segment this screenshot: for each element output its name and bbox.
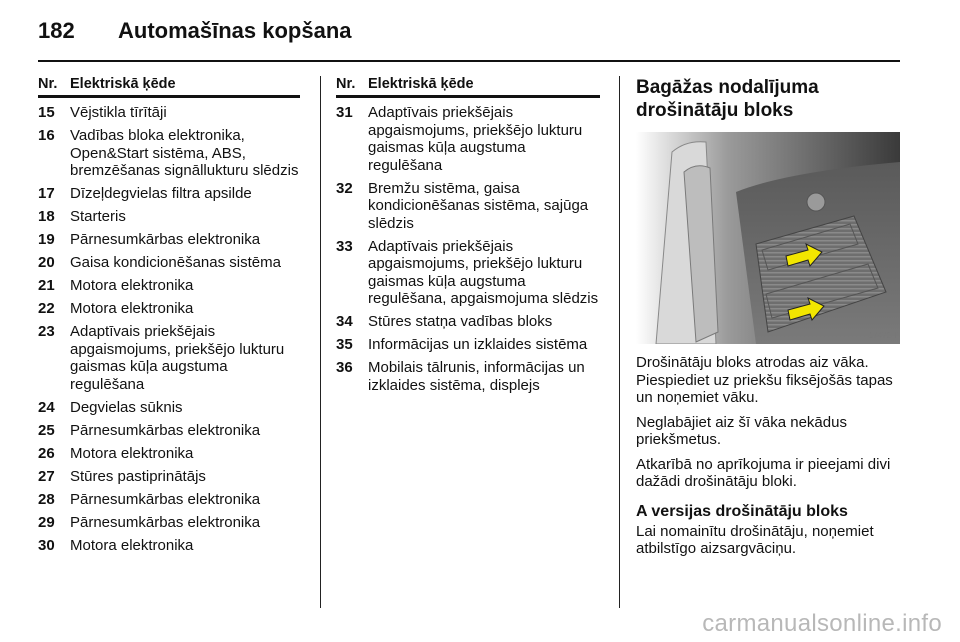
table-row [38,491,300,509]
table-row [38,277,300,295]
fuse-number: 34 [336,313,353,330]
table-row [336,180,600,233]
fuse-box-illustration [636,132,900,344]
header-nr: Nr. [38,76,58,92]
fuse-description: Degvielas sūknis [70,398,183,416]
fuse-number: 17 [38,185,55,202]
table-row [38,127,300,180]
fuse-description: Motora elektronika [70,536,194,554]
table-row [336,238,600,308]
fuse-description: Pārnesumkārbas elektronika [70,231,261,248]
fuse-description: Vējstikla tīrītāji [70,104,167,121]
fuse-box-drawing [636,132,900,344]
paragraph: Drošinātāju bloks atrodas aiz vāka. Piespiediet uz priekšu fiksējošās tapas un noņemiet vāku. [636,354,893,406]
fuse-description: Mobilais tālrunis, informācijas un izklaides sistēma, displejs [368,359,585,394]
fuse-number: 33 [336,237,353,255]
table-row [336,104,600,174]
fuse-description: Adaptīvais priekšējais apgaismojums, priekšējo lukturu gaismas kūļa augstuma regulēšana [70,323,285,393]
table-row [38,208,300,226]
fuse-description: Informācijas un izklaides sistēma [368,336,588,353]
fuse-number: 20 [38,254,55,271]
fuse-description: Motora elektronika [70,277,194,294]
table-row [38,537,300,555]
fuse-number: 35 [336,336,353,353]
section-title: Bagāžas nodalījuma drošinātāju bloks [636,77,819,121]
figure-id: 17472 T [868,331,898,340]
header-nr: Nr. [336,76,356,92]
table-row [336,359,600,394]
fuse-number: 16 [38,127,55,144]
watermark: carmanualsonline.info [702,610,942,637]
fuse-description: Pārnesumkārbas elektronika [70,490,261,508]
fuse-description: Vadības bloka elektronika, Open&Start sistēma, ABS, bremzēšanas signāllukturu slēdzis [70,127,299,179]
fuse-number: 18 [38,208,55,225]
fuse-number: 28 [38,490,55,508]
table-row [336,336,600,354]
table-row [38,514,300,532]
fuse-rows [336,104,600,394]
fuse-number: 26 [38,444,55,462]
fuse-description: Adaptīvais priekšējais apgaismojums, priekšējo lukturu gaismas kūļa augstuma regulēšana, apgaismojuma slēdzis [368,237,599,307]
paragraph: Neglabājiet aiz šī vāka nekādus priekšmetus. [636,413,847,448]
table-row [38,422,300,440]
fuse-description: Motora elektronika [70,300,194,317]
fuse-description: Motora elektronika [70,444,194,462]
table-row [38,399,300,417]
table-header [38,76,300,98]
fuse-description: Adaptīvais priekšējais apgaismojums, priekšējo lukturu gaismas kūļa augstuma regulēšana [368,104,583,174]
fuse-description: Starteris [70,208,126,225]
page-number: 182 [38,18,75,43]
header-circuit: Elektriskā ķēde [368,76,474,92]
table-row [38,254,300,272]
fuse-number: 15 [38,104,55,121]
fuse-number: 29 [38,513,55,531]
table-row [38,300,300,318]
chapter-title: Automašīnas kopšana [118,18,352,43]
fuse-number: 30 [38,536,55,554]
column-divider [619,76,620,608]
fuse-number: 24 [38,398,55,416]
fuse-number: 19 [38,231,55,248]
luggage-fuse-section [636,76,902,565]
column-divider [320,76,321,608]
table-row [336,313,600,331]
paragraph: Atkarībā no aprīkojuma ir pieejami divi dažādi drošinātāju bloki. [636,455,891,490]
fuse-description: Bremžu sistēma, gaisa kondicionēšanas sistēma, sajūga slēdzis [368,179,589,232]
table-row [38,445,300,463]
fuse-description: Gaisa kondicionēšanas sistēma [70,254,281,271]
fuse-number: 36 [336,359,353,376]
fuse-number: 32 [336,179,353,197]
page-header [38,18,900,62]
table-row [38,185,300,203]
fuse-number: 21 [38,277,55,294]
table-row [38,231,300,249]
fuse-description: Stūres pastiprinātājs [70,467,206,485]
fuse-description: Pārnesumkārbas elektronika [70,513,261,531]
fuse-description: Stūres statņa vadības bloks [368,313,553,330]
fuse-number: 22 [38,300,55,317]
table-row [38,104,300,122]
header-circuit: Elektriskā ķēde [70,76,176,92]
fuse-number: 31 [336,104,353,121]
subsection-title: A versijas drošinātāju bloks [636,502,848,520]
paragraph: Lai nomainītu drošinātāju, noņemiet atbilstīgo aizsargvāciņu. [636,522,874,557]
fuse-table-left [38,76,300,560]
fuse-table-right [336,76,600,400]
fuse-description: Pārnesumkārbas elektronika [70,421,261,439]
fuse-number: 25 [38,421,55,439]
table-row [38,468,300,486]
fuse-number: 27 [38,467,55,485]
fuse-rows [38,104,300,554]
table-row [38,323,300,393]
fuse-description: Dīzeļdegvielas filtra apsilde [70,185,252,202]
table-header [336,76,600,98]
fuse-number: 23 [38,323,55,340]
